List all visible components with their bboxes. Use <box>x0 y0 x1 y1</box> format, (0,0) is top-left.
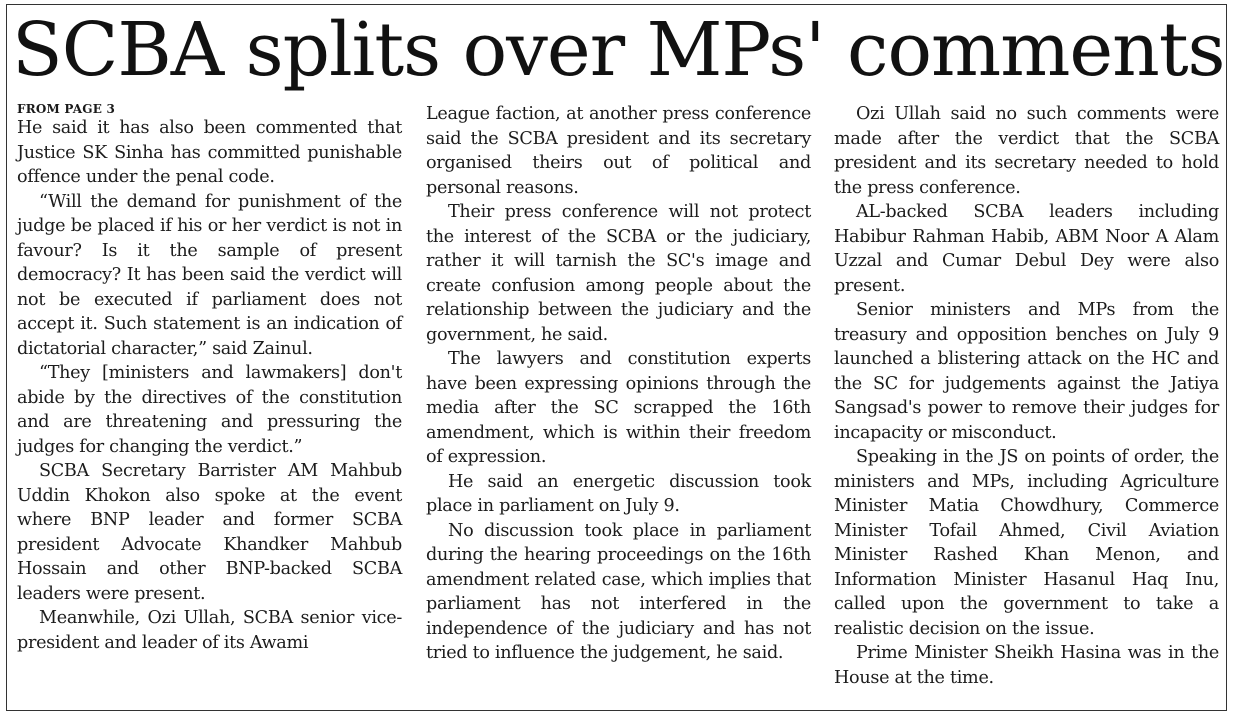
column-2 <box>426 102 811 666</box>
paragraph: Senior ministers and MPs from the treasury and opposition benches on July 9 launched a blistering attack on the HC and the SC for judgements against the Jatiya Sangsad's power to remove their judges for incapacity or misconduct. <box>834 300 1219 443</box>
column-1 <box>17 102 402 655</box>
paragraph: Meanwhile, Ozi Ullah, SCBA senior vice-president and leader of its Awami <box>17 608 402 653</box>
paragraph: Prime Minister Sheikh Hasina was in the House at the time. <box>834 643 1219 688</box>
article-body <box>12 102 1222 702</box>
paragraph: No discussion took place in parliament during the hearing proceedings on the 16th amendment related case, which implies that parliament has not interfered in the independence of the judiciary and has not tried to influence the judgement, he said. <box>426 520 811 663</box>
paragraph: Speaking in the JS on points of order, the ministers and MPs, including Agriculture Minister Matia Chowdhury, Commerce Minister Tofail Ahmed, Civil Aviation Minister Rashed Khan Menon, and Information Minister Hasanul Haq Inu, called upon the government to take a realistic decision on the issue. <box>834 447 1219 639</box>
paragraph: Their press conference will not protect the interest of the SCBA or the judiciary, rather it will tarnish the SC's image and create confusion among people about the relationship between the judiciary and the government, he said. <box>426 202 811 345</box>
paragraph: “Will the demand for punishment of the judge be placed if his or her verdict is not in favour? Is it the sample of present democracy? It has been said the verdict will not be executed if parliament does not accept it. Such statement is an indication of dictatorial character,” said Zainul. <box>17 191 402 359</box>
paragraph: He said an energetic discussion took place in parliament on July 9. <box>426 471 811 516</box>
paragraph: League faction, at another press conference said the SCBA president and its secretary organised theirs out of political and personal reasons. <box>426 104 811 198</box>
paragraph: Ozi Ullah said no such comments were made after the verdict that the SCBA president and its secretary needed to hold the press conference. <box>834 104 1219 198</box>
column-3 <box>834 102 1219 690</box>
paragraph: SCBA Secretary Barrister AM Mahbub Uddin Khokon also spoke at the event where BNP leader and former SCBA president Advocate Khandker Mahbub Hossain and other BNP-backed SCBA leaders were present. <box>17 461 402 604</box>
paragraph: AL-backed SCBA leaders including Habibur Rahman Habib, ABM Noor A Alam Uzzal and Cumar Debul Dey were also present. <box>834 202 1219 296</box>
paragraph: He said it has also been commented that Justice SK Sinha has committed punishable offence under the penal code. <box>17 118 402 187</box>
paragraph: “They [ministers and lawmakers] don't abide by the directives of the constitution and are threatening and pressuring the judges for changing the verdict.” <box>17 363 402 457</box>
continuation-kicker: FROM PAGE 3 <box>17 102 115 116</box>
paragraph: The lawyers and constitution experts have been expressing opinions through the media after the SC scrapped the 16th amendment, which is within their freedom of expression. <box>426 349 811 467</box>
headline: SCBA splits over MPs' comments <box>12 7 1225 93</box>
